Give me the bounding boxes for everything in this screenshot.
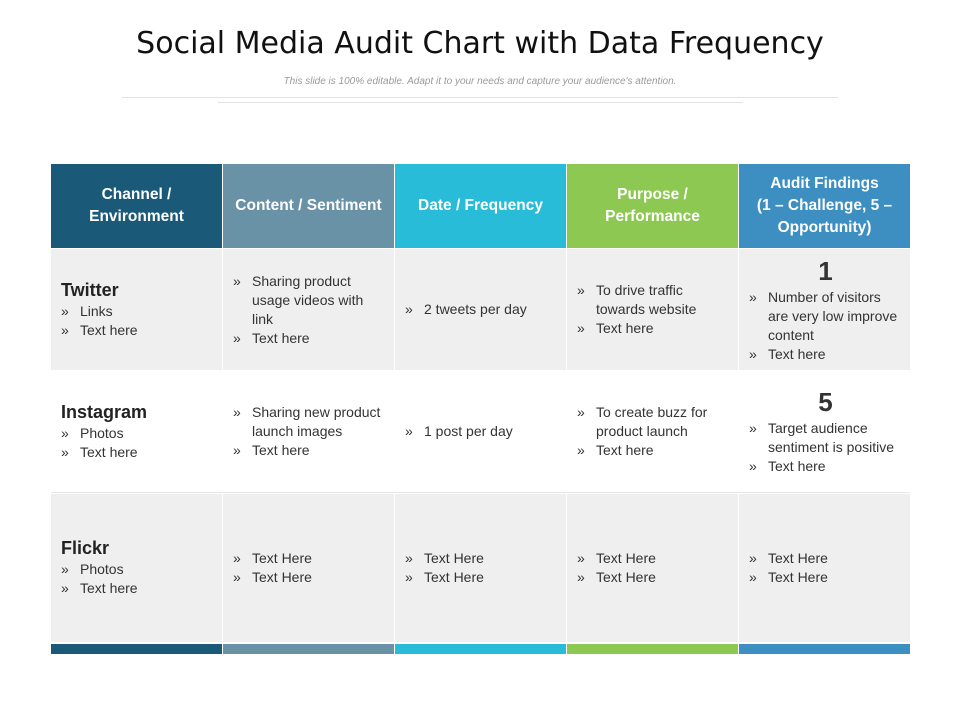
header-purpose: Purpose / Performance [567,164,738,248]
list-item: » Text here [749,345,902,364]
list-item: » Text Here [749,568,902,587]
footer-bar [567,644,738,654]
audit-cell [739,494,910,642]
list-item: » Text here [233,329,386,348]
header-frequency: Date / Frequency [395,164,566,248]
channel-name: Twitter [61,279,119,300]
channel-cell [51,249,222,370]
list-item: » Text here [61,443,214,462]
list-item: » Text here [577,441,730,460]
audit-score: 5 [818,387,833,417]
purpose-cell [567,494,738,642]
list-item: » Text Here [233,568,386,587]
frequency-cell [395,494,566,642]
list-item: » Text here [577,319,730,338]
list-item: » Text Here [577,549,730,568]
list-item: » Text Here [405,568,558,587]
list-item: » Text here [749,457,902,476]
header-channel: Channel / Environment [51,164,222,248]
channel-list [61,302,214,340]
list-item: » Sharing new product launch images [233,403,386,441]
audit-score: 1 [818,255,833,286]
footer-bar [739,644,910,654]
footer-bar [51,644,222,654]
content-cell [223,494,394,642]
list-item: » Text Here [233,549,386,568]
header-content: Content / Sentiment [223,164,394,248]
list-item: » Text Here [405,549,558,568]
list-item: » Photos [61,560,214,579]
list-item: » Photos [61,424,214,443]
divider-line [218,102,743,103]
channel-name: Flickr [61,538,110,558]
frequency-cell [395,249,566,370]
content-cell [223,249,394,370]
footer-bar [223,644,394,654]
channel-cell [51,494,222,642]
frequency-cell [395,371,566,492]
list-item: » 2 tweets per day [405,300,558,319]
header-row [51,164,910,248]
list-item: » Sharing product usage videos with link [233,272,386,329]
list-item: » Text Here [577,568,730,587]
channel-cell [51,371,222,492]
channel-name: Instagram [61,401,148,422]
footer-color-strip [51,644,910,654]
table-row [51,249,910,370]
list-item: » Links [61,302,214,321]
purpose-cell [567,371,738,492]
table-row [51,371,910,493]
audit-table [51,164,910,654]
list-item: » To create buzz for product launch [577,403,730,441]
page-subtitle: This slide is 100% editable. Adapt it to your needs and capture your audience's attention. [283,76,677,87]
list-item: » To drive traffic towards website [577,281,730,319]
list-item: » Number of visitors are very low improve content [749,288,902,345]
list-item: » Text here [61,579,214,598]
list-item: » 1 post per day [405,422,558,441]
content-cell [223,371,394,492]
divider-line [122,97,838,98]
list-item: » Target audience sentiment is positive [749,419,902,457]
table-row [51,494,910,642]
audit-cell [739,249,910,370]
page-title: Social Media Audit Chart with Data Frequency [136,26,824,61]
header-audit: Audit Findings (1 – Challenge, 5 – Opportunity) [739,164,910,248]
audit-cell [739,371,910,492]
list-item: » Text here [61,321,214,340]
list-item: » Text here [233,441,386,460]
list-item: » Text Here [749,549,902,568]
footer-bar [395,644,566,654]
purpose-cell [567,249,738,370]
